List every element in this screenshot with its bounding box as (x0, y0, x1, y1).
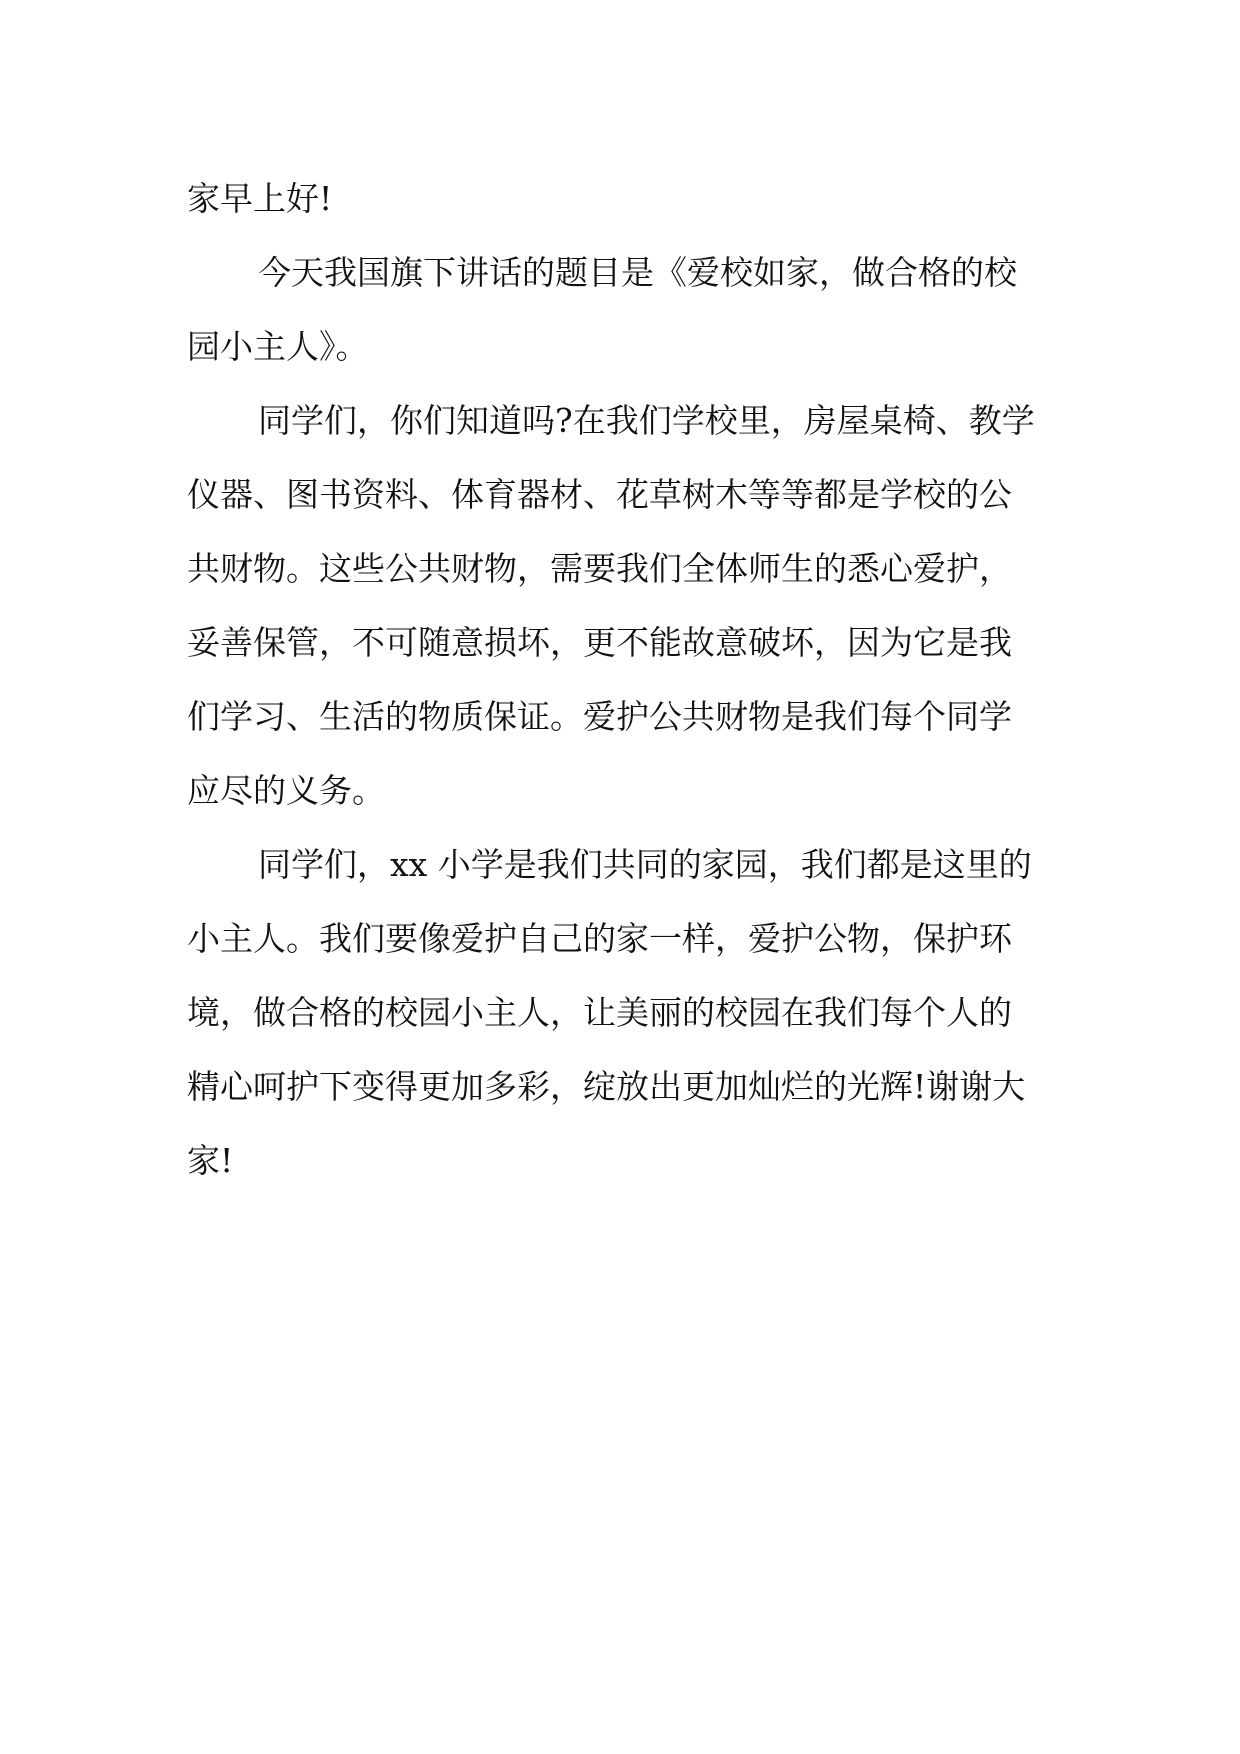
text-line: 们学习、生活的物质保证。爱护公共财物是我们每个同学 (187, 697, 1012, 736)
text-line: 家! (187, 1141, 234, 1180)
text-line: 仪器、图书资料、体育器材、花草树木等等都是学校的公 (187, 475, 1012, 514)
text-line: 应尽的义务。 (187, 771, 385, 810)
paragraph-first-line: 今天我国旗下讲话的题目是《爱校如家，做合格的校 (258, 253, 1017, 292)
text-line: 园小主人》。 (187, 327, 369, 366)
text-line: 妥善保管，不可随意损坏，更不能故意破坏，因为它是我 (187, 623, 1012, 662)
text-line: 境，做合格的校园小主人，让美丽的校园在我们每个人的 (187, 993, 1012, 1032)
text-line: 共财物。这些公共财物，需要我们全体师生的悉心爱护， (187, 549, 1012, 588)
paragraph-first-line: 同学们，你们知道吗?在我们学校里，房屋桌椅、教学 (258, 401, 1035, 440)
paragraph-first-line: 同学们，xx 小学是我们共同的家园，我们都是这里的 (258, 845, 1032, 884)
text-line: 小主人。我们要像爱护自己的家一样，爱护公物，保护环 (187, 919, 1012, 958)
speech-text (187, 162, 1053, 1198)
text-line: 家早上好! (187, 179, 333, 218)
text-line: 精心呵护下变得更加多彩，绽放出更加灿烂的光辉!谢谢大 (187, 1067, 1026, 1106)
